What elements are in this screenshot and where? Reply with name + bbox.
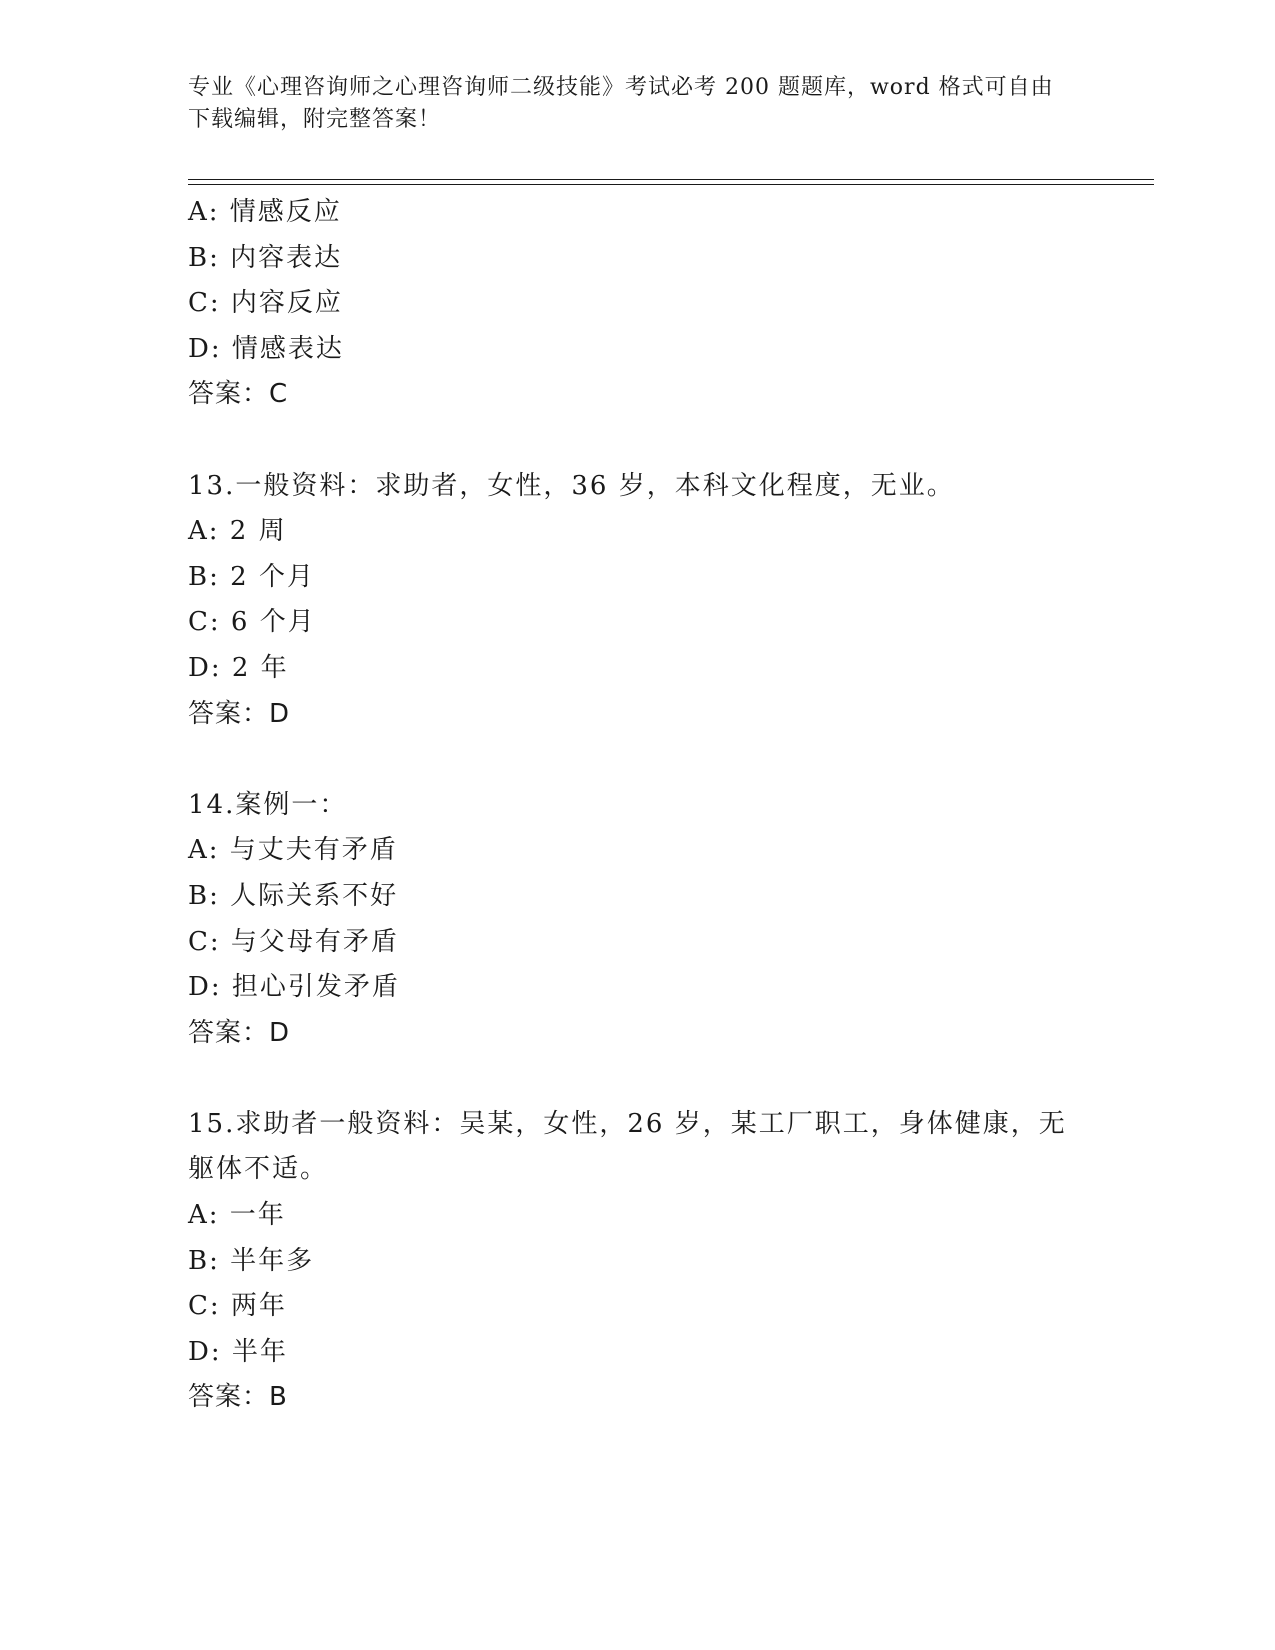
option-a: A: 与丈夫有矛盾: [188, 835, 398, 866]
question-12: [188, 190, 1088, 418]
option-d: D: 2 年: [188, 652, 289, 683]
option-c: C: 两年: [188, 1291, 287, 1322]
question-13: [188, 464, 1088, 738]
option-b: B: 内容表达: [188, 242, 343, 273]
answer-line: 答案：C: [188, 379, 289, 410]
spacer: [188, 418, 1088, 464]
option-d: D: 情感表达: [188, 333, 344, 364]
option-b: B: 人际关系不好: [188, 880, 399, 911]
option-a: A: 2 周: [188, 516, 287, 547]
question-stem-continued: 躯体不适。: [188, 1154, 329, 1185]
spacer: [188, 1056, 1088, 1102]
header-rule-top: [188, 179, 1154, 180]
answer-line: 答案：D: [188, 1017, 291, 1048]
option-c: C: 内容反应: [188, 288, 343, 319]
option-d: D: 担心引发矛盾: [188, 972, 400, 1003]
question-stem: 13.一般资料：求助者，女性，36 岁，本科文化程度，无业。: [188, 470, 955, 501]
option-b: B: 2 个月: [188, 561, 315, 592]
option-b: B: 半年多: [188, 1245, 315, 1276]
question-14: [188, 783, 1088, 1057]
option-c: C: 与父母有矛盾: [188, 926, 399, 957]
answer-line: 答案：B: [188, 1382, 288, 1413]
question-stem: 15.求助者一般资料：吴某，女性，26 岁，某工厂职工，身体健康，无: [188, 1108, 1067, 1139]
header-rule-bottom: [188, 184, 1154, 185]
option-c: C: 6 个月: [188, 607, 316, 638]
spacer: [188, 737, 1088, 783]
question-15: [188, 1102, 1088, 1421]
option-a: A: 情感反应: [188, 197, 342, 227]
option-d: D: 半年: [188, 1336, 288, 1367]
question-list: [188, 190, 1088, 1421]
option-a: A: 一年: [188, 1200, 286, 1231]
document-header: 专业《心理咨询师之心理咨询师二级技能》考试必考 200 题题库，word 格式可自由下载编辑，附完整答案！: [188, 75, 1054, 132]
answer-line: 答案：D: [188, 698, 291, 729]
question-stem: 14.案例一：: [188, 789, 348, 820]
